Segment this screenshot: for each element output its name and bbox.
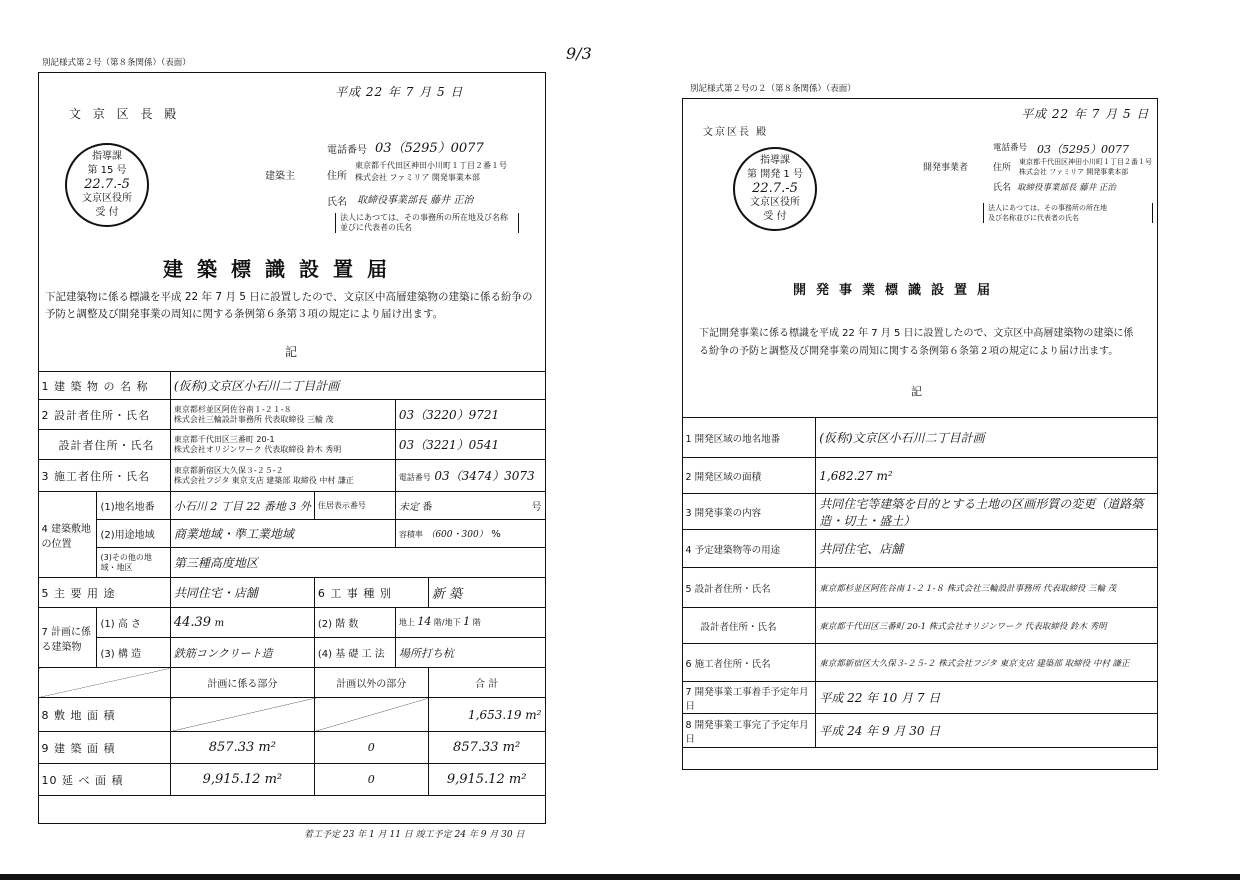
table-row [38,548,545,578]
left-footer-note: 着工予定 23 年 1 月 11 日 竣工予定 24 年 9 月 30 日 [304,830,525,840]
sub-value: 未定 番 号 [395,492,545,520]
row-value: 共同住宅、店舗 [816,530,1157,568]
left-corp-note: 法人にあつては、その事務所の所在地及び名称並びに代表者の氏名 [335,213,519,233]
row-label: 5 設計者住所・氏名 [682,568,816,608]
sub-value: 第三種高度地区 [170,548,545,578]
left-phone-label: 電話番号 [327,145,367,156]
right-name-label: 氏名 [993,183,1012,193]
row-value: 共同住宅・店舗 [170,578,314,608]
table-row [682,418,1157,458]
left-company-line: 株式会社 ファミリア 開発事業本部 [355,173,480,182]
sub-label: (1)地名地番 [97,492,170,520]
row-label: 設計者住所・氏名 [682,608,816,644]
left-addressee: 文 京 区 長 殿 [69,107,181,121]
table-row [38,578,545,608]
diagonal-cell [170,698,314,732]
left-date-line: 平成 22 年 7 月 5 日 [335,85,464,99]
table-row [38,492,545,520]
right-phone-value: 03（5295）0077 [1037,143,1129,156]
sub-label: 住居表示番号 [314,492,395,520]
row-label: 2 設計者住所・氏名 [38,400,170,430]
row-value: 東京都新宿区大久保３-２５-２ 株式会社フジタ 東京支店 建築部 取締役 中村 謙正 [170,460,395,492]
row-value: 東京都千代田区三番町 20-1 株式会社オリジンワーク 代表取締役 鈴木 秀明 [170,430,395,460]
sub-label: (3)その他の地域・地区 [97,548,170,578]
right-corp-note: 法人にあつては、その事務所の所在地 及び名称並びに代表者の氏名 [983,203,1153,223]
table-row [682,568,1157,608]
table-row [682,714,1157,748]
scan-footer-bar [0,874,1240,880]
row-other: 0 [314,764,428,796]
left-address-label: 住所 [327,171,347,182]
row-label: 7 計画に係る建築物 [38,608,97,668]
table-row [38,608,545,638]
row-label: 3 開発事業の内容 [682,494,816,530]
right-company-line: 株式会社 ファミリア 開発事業本部 [1019,168,1129,176]
row-label: 9 建 築 面 積 [38,732,170,764]
left-address-value: 東京都千代田区神田小川町１丁目２番１号 [355,161,507,170]
row-label: 10 延 べ 面 積 [38,764,170,796]
sub-value: 地上 14 階/地下 1 階 [395,608,545,638]
row-value: 共同住宅等建築を目的とする土地の区画形質の変更（道路築造・切土・盛土） [816,494,1157,530]
table-row [38,372,545,400]
table-row [38,638,545,668]
sub-value: 鉄筋コンクリート造 [170,638,314,668]
col-header: 計画以外の部分 [314,668,428,698]
developer-label: 開発事業者 [923,163,969,173]
row-value: 新 築 [428,578,545,608]
diagonal-cell [38,668,170,698]
table-row [38,668,545,698]
table-row [38,698,545,732]
row-value: 東京都千代田区三番町 20-1 株式会社オリジンワーク 代表取締役 鈴木 秀明 [816,608,1157,644]
table-row [38,460,545,492]
row-tel: 03（3221）0541 [395,430,545,460]
sub-value: 小石川 2 丁目 22 番地 3 外 [170,492,314,520]
left-form [38,72,546,824]
row-label: 6 工 事 種 別 [314,578,428,608]
sub-value: 容積率 （600・300） % [395,520,545,548]
row-tel: 電話番号 03（3474）3073 [395,460,545,492]
row-value: (仮称)文京区小石川二丁目計画 [170,372,545,400]
table-row [682,530,1157,568]
left-name-label: 氏名 [327,197,347,208]
table-row [38,520,545,548]
left-name-value: 取締役事業部長 藤井 正治 [357,195,474,206]
left-form-label: 別記様式第２号（第８条関係）（表面） [42,58,191,68]
sub-label: (1) 高 さ [97,608,170,638]
sub-value: 44.39 m [170,608,314,638]
row-value: 平成 24 年 9 月 30 日 [816,714,1157,748]
table-row [682,644,1157,682]
diagonal-cell [314,698,428,732]
builder-label: 建築主 [265,171,295,182]
sub-label: (2)用途地域 [97,520,170,548]
row-value: 東京都杉並区阿佐谷南１-２１-８ 株式会社三輪設計事務所 代表取締役 三輪 茂 [816,568,1157,608]
right-date-line: 平成 22 年 7 月 5 日 [1021,107,1150,121]
row-label: 8 敷 地 面 積 [38,698,170,732]
sub-label: (2) 階 数 [314,608,395,638]
row-total: 9,915.12 m² [428,764,545,796]
row-total: 1,653.19 m² [428,698,545,732]
left-phone-value: 03（5295）0077 [375,141,484,156]
right-title: 開発事業標識設置届 [793,283,1001,298]
row-label: 8 開発事業工事完了予定年月日 [682,714,816,748]
table-row [38,430,545,460]
right-receipt-stamp: 指導課 第 開発 1 号 22.7.-5 文京区役所 受 付 [733,147,817,231]
row-label: 5 主 要 用 途 [38,578,170,608]
left-table [38,371,546,796]
sub-label: (4) 基 礎 工 法 [314,638,395,668]
table-row [38,764,545,796]
row-value: 平成 22 年 10 月 7 日 [816,682,1157,714]
scan-mark: 9/3 [566,44,592,63]
row-total: 857.33 m² [428,732,545,764]
row-plan: 9,915.12 m² [170,764,314,796]
right-addressee: 文京区長 殿 [703,127,769,138]
row-label: 7 開発事業工事着手予定年月日 [682,682,816,714]
table-row [682,608,1157,644]
right-phone-label: 電話番号 [993,143,1028,153]
left-title: 建築標識設置届 [163,257,401,281]
row-value: (仮称)文京区小石川二丁目計画 [816,418,1157,458]
right-table [682,417,1158,748]
row-label: 4 建築敷地の位置 [38,492,97,578]
row-other: 0 [314,732,428,764]
right-name-value: 取締役事業部長 藤井 正治 [1017,183,1116,193]
row-plan: 857.33 m² [170,732,314,764]
col-header: 計画に係る部分 [170,668,314,698]
row-label: 1 開発区域の地名地番 [682,418,816,458]
right-ki: 記 [911,385,922,398]
col-header: 合 計 [428,668,545,698]
row-label: 4 予定建築物等の用途 [682,530,816,568]
row-value: 1,682.27 m² [816,458,1157,494]
table-row [682,682,1157,714]
right-address-value: 東京都千代田区神田小川町１丁目２番１号 [1019,158,1152,166]
row-tel: 03（3220）9721 [395,400,545,430]
table-row [682,458,1157,494]
right-form [682,98,1158,770]
table-row [682,494,1157,530]
right-address-label: 住所 [993,163,1012,173]
row-value: 東京都新宿区大久保３-２５-２ 株式会社フジタ 東京支店 建築部 取締役 中村 謙正 [816,644,1157,682]
row-label: 3 施工者住所・氏名 [38,460,170,492]
row-label: 1 建 築 物 の 名 称 [38,372,170,400]
row-value: 東京都杉並区阿佐谷南１-２１-８ 株式会社三輪設計事務所 代表取締役 三輪 茂 [170,400,395,430]
row-label: 6 施工者住所・氏名 [682,644,816,682]
right-body: 下記開発事業に係る標識を平成 22 年 7 月 5 日に設置したので、文京区中高層建築物の建築に係る紛争の予防と調整及び開発事業の周知に関する条例第６条第２項の規定により届け出ます。 [699,328,1134,357]
left-ki: 記 [285,345,298,359]
table-row [38,400,545,430]
sub-value: 商業地域・準工業地域 [170,520,395,548]
left-body: 下記建築物に係る標識を平成 22 年 7 月 5 日に設置したので、文京区中高層建築物の建築に係る紛争の予防と調整及び開発事業の周知に関する条例第６条第３項の規定により届け出ます。 [45,291,533,320]
sub-label: (3) 構 造 [97,638,170,668]
sub-value: 場所打ち杭 [395,638,545,668]
left-receipt-stamp: 指導課 第 15 号 22.7.-5 文京区役所 受 付 [65,143,149,227]
row-label: 設計者住所・氏名 [38,430,170,460]
right-form-label: 別記様式第２号の２（第８条関係）（表面） [690,84,856,94]
row-label: 2 開発区域の面積 [682,458,816,494]
table-row [38,732,545,764]
